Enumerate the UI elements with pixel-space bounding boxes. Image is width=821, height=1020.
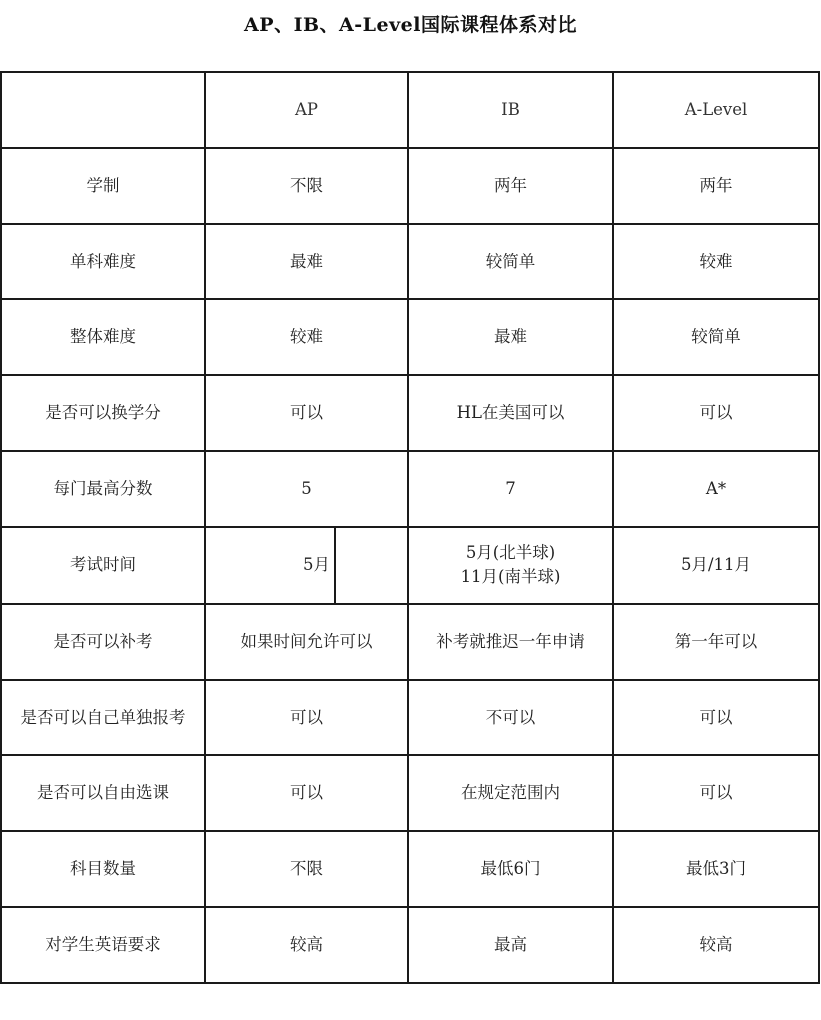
cell-ap: 可以: [205, 755, 408, 831]
comparison-table: [0, 71, 820, 984]
page-title: AP、IB、A-Level国际课程体系对比: [244, 14, 577, 36]
cell-ib: 两年: [408, 148, 613, 224]
cell-ib: 最难: [408, 299, 613, 375]
ap-exam-time-split: [206, 528, 407, 603]
cell-ib: HL在美国可以: [408, 375, 613, 451]
row-label: 整体难度: [1, 299, 205, 375]
cell-ib: 在规定范围内: [408, 755, 613, 831]
cell-ib: 7: [408, 451, 613, 527]
row-label: 是否可以自己单独报考: [1, 680, 205, 756]
row-label: 科目数量: [1, 831, 205, 907]
cell-alevel: 最低3门: [613, 831, 819, 907]
cell-alevel: 可以: [613, 680, 819, 756]
row-label: 是否可以补考: [1, 604, 205, 680]
table-row: [1, 831, 819, 907]
table-row: [1, 604, 819, 680]
cell-ap: [205, 527, 408, 604]
ib-exam-time-line2: 11月(南半球): [460, 567, 561, 587]
cell-ib: 补考就推迟一年申请: [408, 604, 613, 680]
table-row: [1, 224, 819, 300]
cell-ap: 5: [205, 451, 408, 527]
table-row: [1, 148, 819, 224]
table-row: [1, 299, 819, 375]
row-label: 对学生英语要求: [1, 907, 205, 983]
cell-ap: 不限: [205, 148, 408, 224]
cell-ap: 较高: [205, 907, 408, 983]
table-row: [1, 375, 819, 451]
table-row: [1, 451, 819, 527]
table-row: [1, 755, 819, 831]
header-cell-ap: AP: [205, 72, 408, 148]
cell-ap: 不限: [205, 831, 408, 907]
table-row: [1, 907, 819, 983]
row-label: 每门最高分数: [1, 451, 205, 527]
row-label: 是否可以自由选课: [1, 755, 205, 831]
row-label: 学制: [1, 148, 205, 224]
table-header-row: [1, 72, 819, 148]
cell-ib: 最低6门: [408, 831, 613, 907]
cell-ap: 较难: [205, 299, 408, 375]
cell-ap: 可以: [205, 680, 408, 756]
cell-ap: 如果时间允许可以: [205, 604, 408, 680]
cell-alevel: 5月/11月: [613, 527, 819, 604]
cell-alevel: A*: [613, 451, 819, 527]
table-row: [1, 527, 819, 604]
ib-exam-time-line1: 5月(北半球): [465, 543, 556, 563]
table-row: [1, 680, 819, 756]
cell-alevel: 较难: [613, 224, 819, 300]
row-label: 单科难度: [1, 224, 205, 300]
header-cell-ib: IB: [408, 72, 613, 148]
cell-ap: 可以: [205, 375, 408, 451]
cell-ib: 不可以: [408, 680, 613, 756]
cell-ib: 最高: [408, 907, 613, 983]
cell-alevel: 第一年可以: [613, 604, 819, 680]
ap-exam-time-blank: [336, 528, 407, 603]
cell-alevel: 较简单: [613, 299, 819, 375]
header-cell-alevel: A-Level: [613, 72, 819, 148]
ap-exam-time-value: 5月: [206, 528, 336, 603]
row-label: 是否可以换学分: [1, 375, 205, 451]
row-label: 考试时间: [1, 527, 205, 604]
cell-alevel: 较高: [613, 907, 819, 983]
cell-alevel: 两年: [613, 148, 819, 224]
cell-ib: 较简单: [408, 224, 613, 300]
header-cell-empty: [1, 72, 205, 148]
cell-alevel: 可以: [613, 375, 819, 451]
cell-alevel: 可以: [613, 755, 819, 831]
cell-ap: 最难: [205, 224, 408, 300]
cell-ib: [408, 527, 613, 604]
